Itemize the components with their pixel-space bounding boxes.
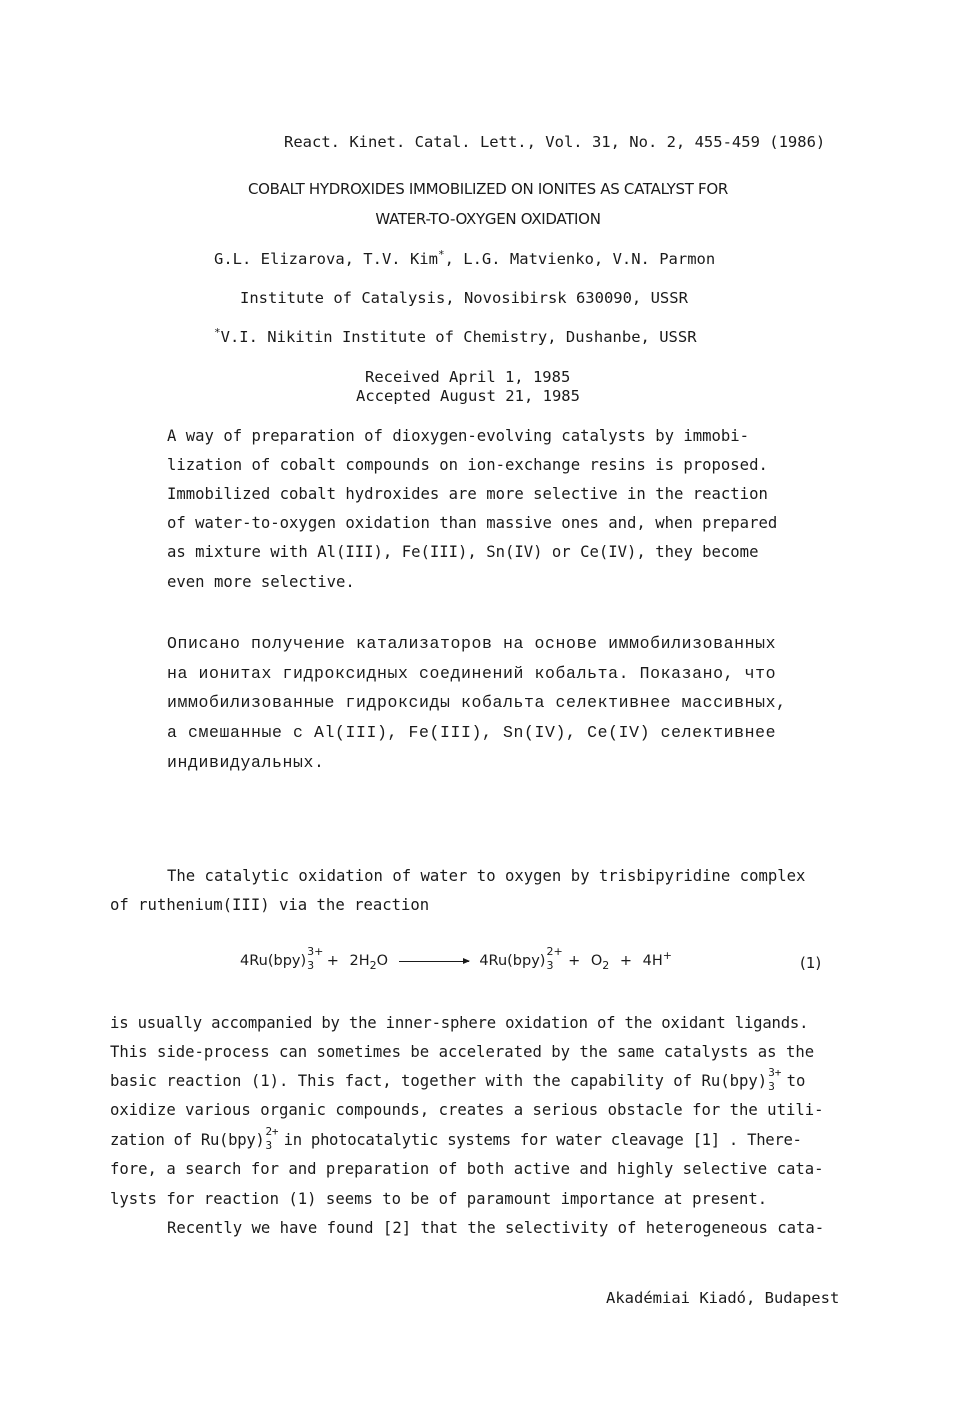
body-line: fore, a search for and preparation of both active and highly selective cata- (110, 1160, 824, 1178)
equation-charge: + (662, 949, 672, 963)
equation-charge: 3+ (307, 945, 324, 958)
abstract-en-line: lization of cobalt compounds on ion-exchange resins is proposed. (167, 456, 768, 474)
abstract-en-line: A way of preparation of dioxygen-evolving catalysts by immobi- (167, 427, 750, 445)
abstract-ru-line: индивидуальных. (167, 753, 325, 772)
equation-charge: 2+ (546, 945, 563, 958)
abstract-en-line: as mixture with Al(III), Fe(III), Sn(IV) or Ce(IV), they become (167, 543, 759, 561)
abstract-ru-line: иммобилизованные гидроксиды кобальта селективнее массивных, (167, 693, 787, 712)
equation-protons: 4H (642, 953, 663, 969)
equation-water: 2H (349, 953, 370, 969)
body-charge: 2+ (265, 1124, 279, 1138)
reaction-arrow-icon (399, 961, 469, 962)
body-subscript: 3 (265, 1138, 272, 1152)
body-line: Recently we have found [2] that the selectivity of heterogeneous cata- (167, 1219, 825, 1237)
body-line: is usually accompanied by the inner-sphere oxidation of the oxidant ligands. (110, 1014, 809, 1032)
title-line-1: COBALT HYDROXIDES IMMOBILIZED ON IONITES AS CATALYST FOR (247, 180, 729, 198)
body-text-segment: to (777, 1072, 806, 1090)
authors-first: G.L. Elizarova, T.V. Kim (214, 250, 438, 268)
title-line-2: WATER-TO-OXYGEN OXIDATION (375, 210, 601, 228)
equation-subscript: 2 (369, 958, 377, 972)
body-charge: 3+ (768, 1065, 782, 1079)
affiliation-star: * (214, 325, 221, 339)
affiliation-2 (214, 325, 697, 346)
equation-reactant-complex: 4Ru(bpy) (240, 953, 307, 969)
equation-oxygen: O (590, 953, 603, 969)
body-line (110, 1065, 806, 1093)
equation-plus: + (326, 953, 339, 969)
equation-plus: + (568, 953, 581, 969)
reaction-equation (240, 945, 672, 972)
body-line: lysts for reaction (1) seems to be of paramount importance at present. (110, 1190, 768, 1208)
authors (214, 247, 716, 268)
affiliation-2-text: V.I. Nikitin Institute of Chemistry, Dushanbe, USSR (220, 328, 697, 346)
body-text-segment: zation of Ru(bpy) (110, 1131, 265, 1149)
body-line: oxidize various organic compounds, creates a serious obstacle for the utili- (110, 1101, 824, 1119)
abstract-ru-line: а смешанные с Al(III), Fe(III), Sn(IV), Ce(IV) селективнее (167, 723, 777, 742)
abstract-en-line: of water-to-oxygen oxidation than massive ones and, when prepared (167, 514, 778, 532)
equation-plus: + (619, 953, 633, 969)
abstract-ru-line: Описано получение катализаторов на основе иммобилизованных (167, 634, 777, 653)
affiliation-1: Institute of Catalysis, Novosibirsk 630090, USSR (240, 289, 688, 307)
received-date: Received April 1, 1985 (365, 368, 571, 386)
body-subscript: 3 (768, 1079, 775, 1093)
abstract-ru-line: на ионитах гидроксидных соединений кобальта. Показано, что (167, 664, 777, 683)
abstract-en-line: Immobilized cobalt hydroxides are more selective in the reaction (167, 485, 768, 503)
equation-subscript: 2 (602, 958, 610, 972)
equation-number: (1) (800, 954, 822, 972)
journal-reference: React. Kinet. Catal. Lett., Vol. 31, No. 2, 455-459 (1986) (284, 133, 826, 151)
intro-line-2: of ruthenium(III) via the reaction (110, 896, 430, 914)
equation-subscript: 3 (307, 959, 315, 972)
publisher-footer: Akadémiai Kiadó, Budapest (606, 1289, 840, 1307)
equation-product-complex: 4Ru(bpy) (479, 953, 546, 969)
authors-rest: , L.G. Matvienko, V.N. Parmon (444, 250, 716, 268)
body-text-segment: in photocatalytic systems for water cleavage [1] . There- (274, 1131, 802, 1149)
accepted-date: Accepted August 21, 1985 (356, 387, 580, 405)
body-line (110, 1124, 802, 1152)
equation-water-o: O (376, 953, 389, 969)
body-line: This side-process can sometimes be accelerated by the same catalysts as the (110, 1043, 815, 1061)
equation-subscript: 3 (546, 959, 554, 972)
body-text-segment: basic reaction (1). This fact, together with the capability of Ru(bpy) (110, 1072, 768, 1090)
intro-line-1: The catalytic oxidation of water to oxygen by trisbipyridine complex (167, 867, 806, 885)
abstract-en-line: even more selective. (167, 573, 355, 591)
author-footnote-star: * (437, 247, 445, 261)
